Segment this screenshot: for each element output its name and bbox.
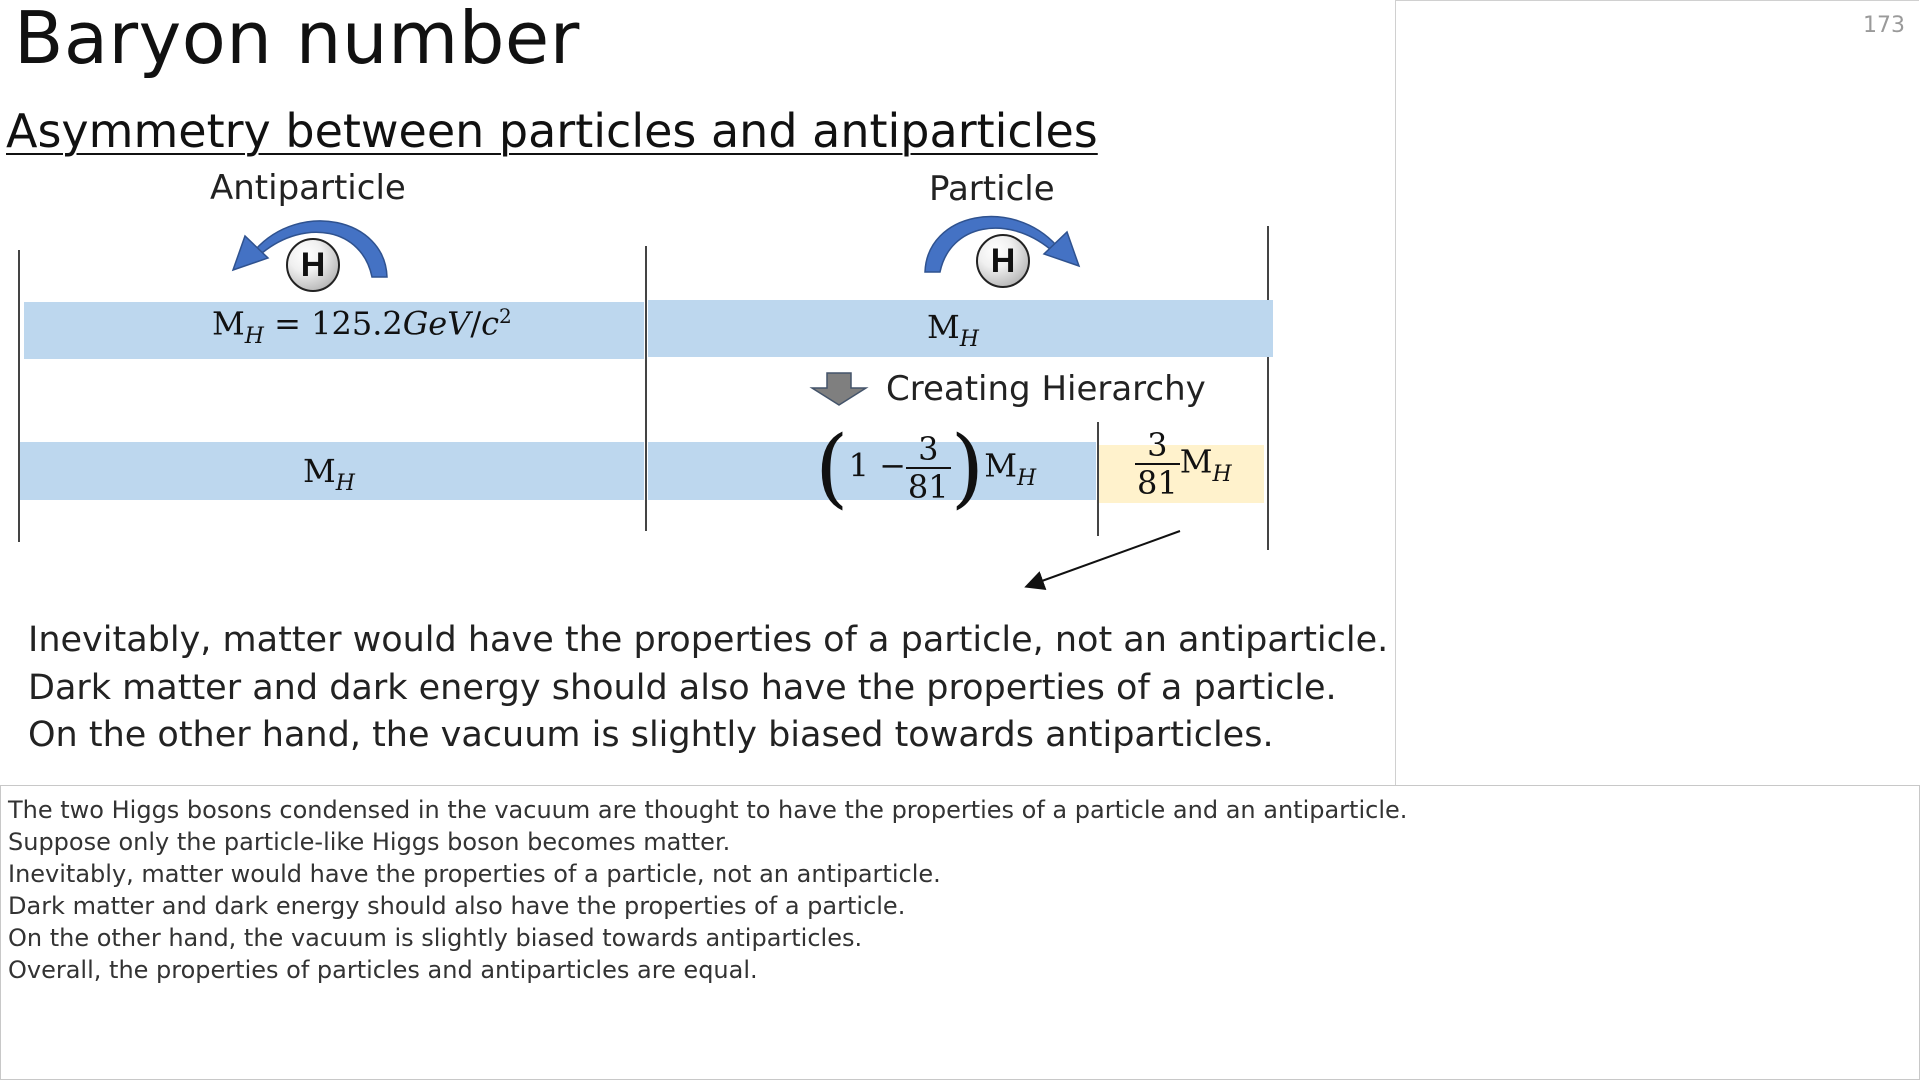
notes-line: Suppose only the particle-like Higgs boson becomes matter. — [8, 828, 731, 856]
notes-line: Overall, the properties of particles and antiparticles are equal. — [8, 956, 758, 984]
mass-symbol: M — [303, 452, 336, 490]
fraction-numerator: 3 — [906, 431, 951, 469]
notes-line: Inevitably, matter would have the properties of a particle, not an antiparticle. — [8, 860, 941, 888]
mass-unit-c: c — [481, 304, 500, 343]
mass-value: = 125.2 — [263, 304, 403, 343]
antiparticle-label: Antiparticle — [210, 168, 406, 208]
fraction-numerator: 3 — [1135, 427, 1180, 465]
mass-subscript: H — [1212, 461, 1232, 487]
slide-number: 173 — [1863, 13, 1905, 38]
creating-hierarchy-label: Creating Hierarchy — [886, 369, 1206, 409]
fraction-denominator: 81 — [1137, 464, 1178, 502]
particle-label: Particle — [929, 169, 1055, 209]
mass-subscript: H — [244, 323, 264, 349]
body-line: Inevitably, matter would have the properties of a particle, not an antiparticle. — [28, 620, 1389, 660]
down-arrow-icon — [812, 373, 866, 405]
mass-symbol: M — [212, 304, 245, 343]
slide-subtitle: Asymmetry between particles and antiparticles — [6, 104, 1098, 158]
mass-unit-slash: / — [470, 304, 482, 343]
notes-line: Dark matter and dark energy should also have the properties of a particle. — [8, 892, 906, 920]
side-panel — [1395, 0, 1919, 786]
mass-symbol: M — [927, 308, 960, 346]
body-line: On the other hand, the vacuum is slightly biased towards antiparticles. — [28, 715, 1274, 755]
higgs-symbol: H — [990, 242, 1016, 280]
mass-unit-gev: GeV — [402, 304, 471, 343]
mass-symbol: M — [1179, 442, 1213, 481]
curved-arrow-left-icon — [233, 221, 387, 277]
mass-unit-power: 2 — [499, 304, 512, 328]
mass-subscript: H — [959, 327, 979, 352]
close-paren: ) — [950, 418, 985, 518]
speaker-notes-pane[interactable] — [0, 785, 1920, 1080]
one-minus: 1 − — [848, 446, 906, 485]
pointer-arrow-icon — [1028, 531, 1180, 586]
slide-title: Baryon number — [14, 0, 580, 80]
notes-line: On the other hand, the vacuum is slightly biased towards antiparticles. — [8, 924, 863, 952]
mass-subscript: H — [1016, 465, 1037, 491]
curved-arrow-right-icon — [925, 217, 1079, 272]
higgs-symbol: H — [300, 246, 326, 284]
mass-symbol: M — [984, 446, 1017, 485]
fraction-denominator: 81 — [907, 468, 949, 506]
open-paren: ( — [815, 418, 849, 518]
body-line: Dark matter and dark energy should also have the properties of a particle. — [28, 668, 1337, 708]
mass-subscript: H — [335, 471, 355, 496]
notes-line: The two Higgs bosons condensed in the vacuum are thought to have the properties of a particle and an antiparticle. — [8, 796, 1408, 824]
